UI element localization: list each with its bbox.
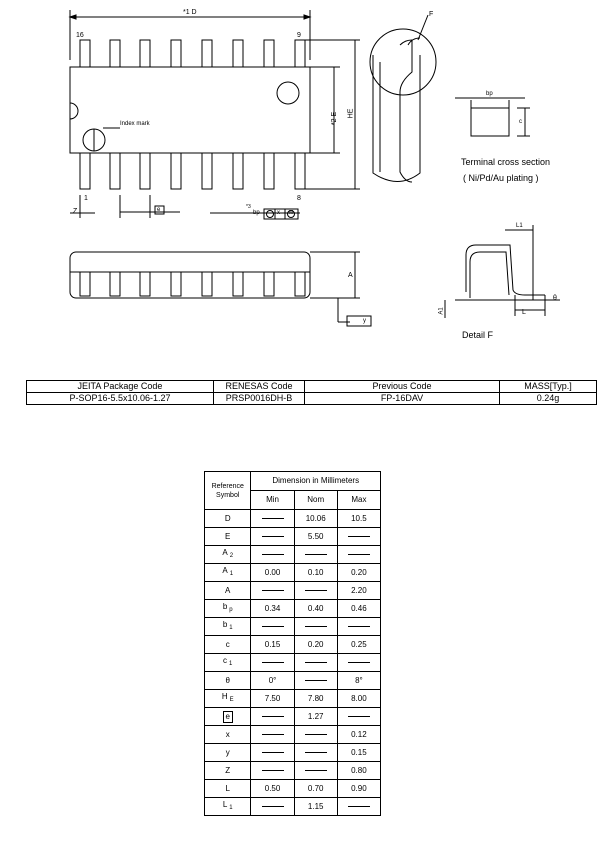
ref-symbol: D [224, 513, 231, 523]
value-max: 8.00 [337, 690, 380, 708]
ref-symbol-cell [205, 618, 251, 636]
theta-label: θ [553, 295, 557, 302]
dim-bp-label: bp [486, 91, 493, 97]
ref-subscript: 1 [229, 661, 233, 667]
ref-subscript: 1 [229, 805, 233, 811]
value-min: 7.50 [251, 690, 294, 708]
value-max: 0.12 [337, 726, 380, 744]
value-nom: 7.80 [294, 690, 337, 708]
ref-symbol-header [205, 472, 251, 510]
dim-e-label: e [157, 207, 161, 213]
ref-symbol-cell [205, 528, 251, 546]
table-row [205, 708, 381, 726]
dash-mark [305, 626, 327, 627]
dimension-table [204, 471, 381, 816]
dash-mark [305, 680, 327, 681]
header-renesas: RENESAS Code [214, 381, 305, 393]
package-code-table [26, 380, 597, 405]
table-row [205, 510, 381, 528]
dash-mark [348, 716, 370, 717]
dash-mark [348, 806, 370, 807]
value-renesas: PRSP0016DH-B [214, 393, 305, 405]
ref-symbol: b [222, 620, 228, 629]
dash-mark [262, 662, 284, 663]
ref-symbol: L [222, 800, 228, 809]
ref-symbol-cell [205, 744, 251, 762]
ref-symbol-cell [205, 636, 251, 654]
table-row [205, 582, 381, 600]
ref-symbol-cell [205, 798, 251, 816]
value-nom: 0.40 [294, 600, 337, 618]
ref-symbol: A [222, 548, 228, 557]
dash-mark [305, 554, 327, 555]
value-nom [294, 762, 337, 780]
ref-symbol-cell [205, 726, 251, 744]
ref-symbol: Z [225, 765, 231, 775]
ref-symbol: x [225, 729, 230, 739]
table-row [205, 690, 381, 708]
value-max: 0.25 [337, 636, 380, 654]
value-nom: 1.27 [294, 708, 337, 726]
value-min: 0.50 [251, 780, 294, 798]
value-min [251, 582, 294, 600]
ref-symbol: y [225, 747, 230, 757]
ref-symbol: A [222, 566, 228, 575]
tol-bp-label: bp [253, 210, 260, 216]
value-max: 2.20 [337, 582, 380, 600]
flat-y-label: y [363, 318, 366, 324]
dash-mark [305, 752, 327, 753]
dash-mark [262, 590, 284, 591]
ref-symbol-cell [205, 546, 251, 564]
dim-D-label: *1 D [183, 9, 197, 16]
col-min-header: Min [251, 491, 294, 510]
pin-16-label: 16 [76, 32, 84, 39]
dim-c-label: c [519, 119, 522, 125]
dash-mark [305, 662, 327, 663]
value-min: 0° [251, 672, 294, 690]
ref-symbol: θ [225, 675, 230, 685]
value-min [251, 618, 294, 636]
value-max: 0.15 [337, 744, 380, 762]
ref-symbol: E [225, 531, 231, 541]
detail-f-label: Detail F [462, 330, 494, 340]
ref-symbol-cell [205, 690, 251, 708]
table-row [205, 654, 381, 672]
plating-label: ( Ni/Pd/Au plating ) [463, 173, 539, 183]
dash-mark [305, 734, 327, 735]
dash-mark [348, 554, 370, 555]
col-nom-header: Nom [294, 491, 337, 510]
value-nom: 0.70 [294, 780, 337, 798]
dash-mark [348, 662, 370, 663]
ref-symbol: e [225, 711, 230, 721]
table-row [205, 726, 381, 744]
header-mass: MASS[Typ.] [500, 381, 597, 393]
value-min [251, 528, 294, 546]
value-min: 0.00 [251, 564, 294, 582]
value-previous: FP-16DAV [305, 393, 500, 405]
dash-mark [262, 806, 284, 807]
value-max [337, 798, 380, 816]
ref-symbol-cell [205, 708, 251, 726]
ref-symbol: H [221, 692, 228, 701]
table-row [205, 762, 381, 780]
pin-9-label: 9 [297, 32, 301, 39]
dim-L1-label: L1 [516, 223, 523, 229]
dim-HE-label: HE [347, 108, 355, 119]
value-min [251, 762, 294, 780]
ref-symbol-cell [205, 600, 251, 618]
dim-A-label: A [348, 272, 353, 279]
dash-mark [262, 536, 284, 537]
value-max [337, 528, 380, 546]
package-code-value-row [27, 393, 597, 405]
ref-symbol: L [225, 783, 230, 793]
header-jeita: JEITA Package Code [27, 381, 214, 393]
table-row [205, 618, 381, 636]
dim-star3-label: *3 [246, 204, 251, 210]
ref-symbol-cell [205, 564, 251, 582]
value-max: 8° [337, 672, 380, 690]
value-max: 10.5 [337, 510, 380, 528]
value-max: 0.80 [337, 762, 380, 780]
value-min [251, 726, 294, 744]
ref-symbol-cell [205, 762, 251, 780]
tol-x-label: x [277, 210, 280, 216]
value-nom [294, 546, 337, 564]
dash-mark [305, 770, 327, 771]
value-max [337, 654, 380, 672]
value-nom: 1.15 [294, 798, 337, 816]
value-max [337, 546, 380, 564]
value-min [251, 510, 294, 528]
ref-symbol: A [225, 585, 231, 595]
value-nom [294, 618, 337, 636]
ref-subscript: 1 [229, 625, 233, 631]
value-nom: 10.06 [294, 510, 337, 528]
value-nom: 0.20 [294, 636, 337, 654]
ref-subscript: 2 [229, 553, 234, 559]
table-row [205, 798, 381, 816]
ref-header-line2: Symbol [216, 491, 240, 499]
terminal-cross-section-label: Terminal cross section [461, 157, 551, 167]
dash-mark [262, 734, 284, 735]
ref-symbol-cell [205, 654, 251, 672]
dash-mark [348, 536, 370, 537]
dim-L-label: L [522, 309, 526, 316]
dash-mark [262, 554, 284, 555]
value-max [337, 708, 380, 726]
pin-8-label: 8 [297, 195, 301, 202]
ref-header-line1: Reference [211, 482, 244, 490]
ref-symbol: c [225, 639, 230, 649]
dash-mark [348, 626, 370, 627]
dash-mark [305, 590, 327, 591]
dimension-header: Dimension in Millimeters [251, 472, 381, 491]
value-nom [294, 582, 337, 600]
value-min [251, 654, 294, 672]
header-previous: Previous Code [305, 381, 500, 393]
dim-A1-label: A1 [438, 307, 445, 315]
table-row [205, 528, 381, 546]
value-min [251, 546, 294, 564]
detail-letter-label: F [429, 11, 434, 18]
value-nom [294, 672, 337, 690]
tol-M-label: M [289, 210, 294, 216]
table-row [205, 636, 381, 654]
ref-symbol-cell [205, 510, 251, 528]
value-min: 0.34 [251, 600, 294, 618]
value-jeita: P-SOP16-5.5x10.06-1.27 [27, 393, 214, 405]
dash-mark [262, 626, 284, 627]
pin-1-label: 1 [84, 195, 88, 202]
table-row [205, 564, 381, 582]
value-min [251, 744, 294, 762]
package-code-header-row [27, 381, 597, 393]
dash-mark [262, 752, 284, 753]
dash-mark [262, 518, 284, 519]
table-row [205, 546, 381, 564]
value-nom: 0.10 [294, 564, 337, 582]
dim-Z-label: Z [73, 208, 78, 215]
dim-E-label: *2 E [331, 111, 339, 126]
value-max: 0.90 [337, 780, 380, 798]
ref-subscript: 1 [229, 571, 234, 577]
ref-symbol-cell [205, 582, 251, 600]
index-mark-label: Index mark [120, 121, 150, 127]
ref-subscript: E [229, 697, 234, 703]
table-row [205, 672, 381, 690]
ref-symbol-cell [205, 672, 251, 690]
value-min [251, 708, 294, 726]
table-row [205, 780, 381, 798]
value-nom [294, 726, 337, 744]
table-row [205, 744, 381, 762]
value-max [337, 618, 380, 636]
value-nom: 5.50 [294, 528, 337, 546]
value-nom [294, 654, 337, 672]
value-max: 0.20 [337, 564, 380, 582]
package-body [70, 67, 310, 153]
value-mass: 0.24g [500, 393, 597, 405]
dash-mark [262, 716, 284, 717]
dimension-header-row [205, 472, 381, 491]
dash-mark [262, 770, 284, 771]
ref-symbol-cell [205, 780, 251, 798]
value-max: 0.46 [337, 600, 380, 618]
value-min: 0.15 [251, 636, 294, 654]
ref-symbol: b [222, 602, 228, 611]
table-row [205, 600, 381, 618]
col-max-header: Max [337, 491, 380, 510]
ref-subscript: p [229, 607, 233, 613]
value-min [251, 798, 294, 816]
ref-symbol: c [223, 656, 228, 665]
value-nom [294, 744, 337, 762]
